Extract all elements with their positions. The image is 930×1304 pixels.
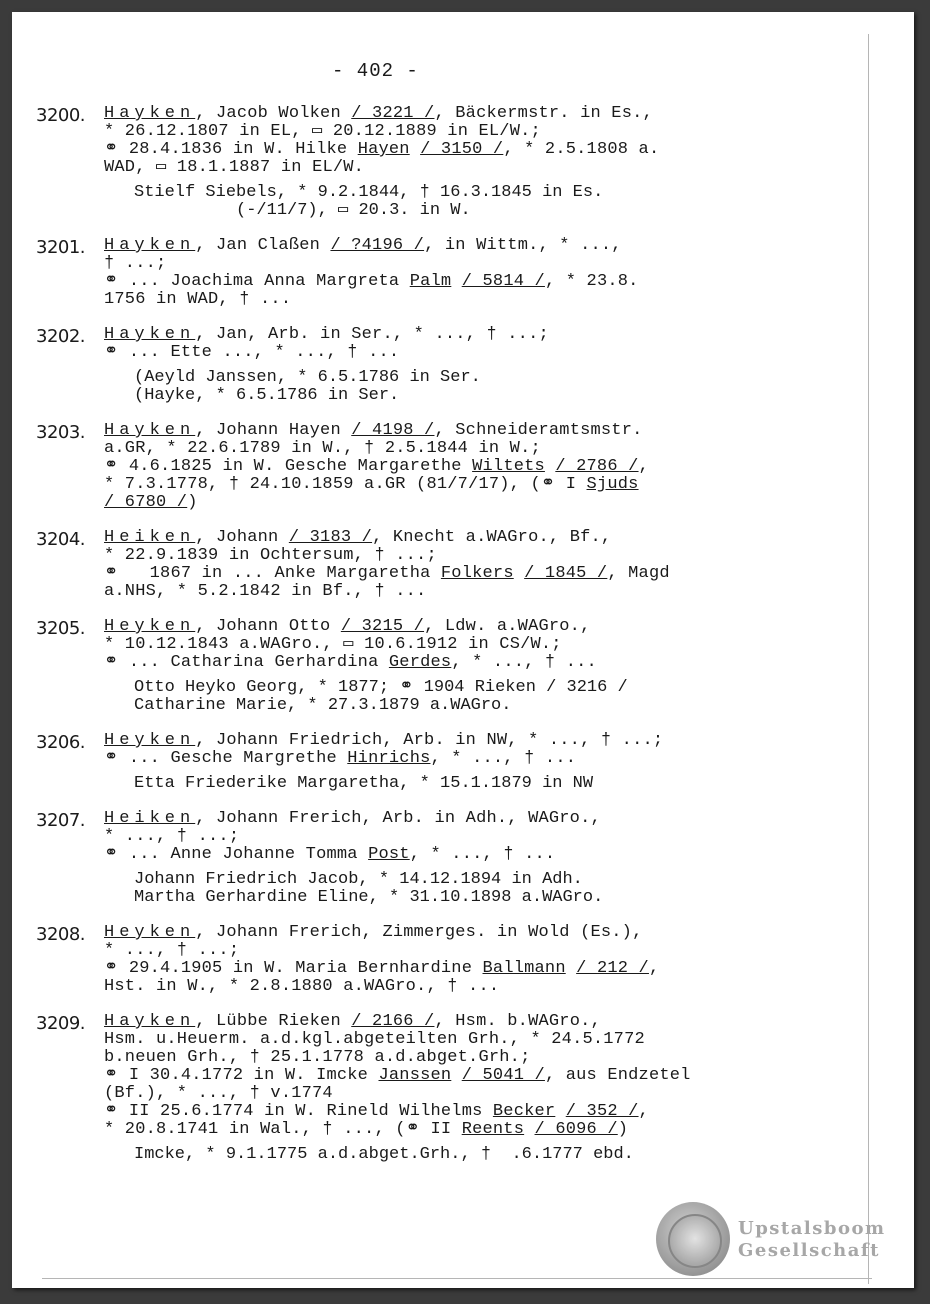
entry-text: , Bäckermstr. in Es., bbox=[434, 104, 653, 123]
entry-line bbox=[104, 422, 872, 440]
underlined-text: / 3221 / bbox=[351, 104, 435, 123]
entry-text bbox=[451, 1066, 461, 1085]
entry-line bbox=[104, 255, 872, 273]
entry-line bbox=[104, 458, 872, 476]
child-line: (Hayke, * 6.5.1786 in Ser. bbox=[134, 386, 400, 405]
entry-text: ⚭ ... Ette ..., * ..., † ... bbox=[104, 343, 400, 362]
entry-number: 3202. bbox=[36, 326, 86, 347]
underlined-text: / 2786 / bbox=[555, 457, 639, 476]
surname: Hayken bbox=[104, 325, 196, 344]
entry-text: * 10.12.1843 a.WAGro., ▭ 10.6.1912 in CS/W.; bbox=[104, 635, 562, 654]
child-line: (-/11/7), ▭ 20.3. in W. bbox=[134, 201, 471, 220]
entry-line bbox=[104, 1121, 872, 1139]
entry-line bbox=[104, 1031, 872, 1049]
genealogy-entry bbox=[12, 326, 872, 405]
entry-text: , Johann Otto bbox=[195, 617, 341, 636]
entry-text: a.GR, * 22.6.1789 in W., † 2.5.1844 in W.; bbox=[104, 439, 541, 458]
genealogy-entry bbox=[12, 810, 872, 907]
child-line: Imcke, * 9.1.1775 a.d.abget.Grh., † .6.1777 ebd. bbox=[134, 1145, 634, 1164]
document-page bbox=[12, 12, 914, 1288]
entry-text: * ..., † ...; bbox=[104, 941, 240, 960]
entry-line bbox=[104, 960, 872, 978]
genealogy-entry bbox=[12, 924, 872, 996]
underlined-text: Hinrichs bbox=[347, 749, 431, 768]
surname: Heyken bbox=[104, 731, 196, 750]
entry-number: 3204. bbox=[36, 529, 86, 550]
child-line: Otto Heyko Georg, * 1877; ⚭ 1904 Rieken / 3216 / bbox=[134, 678, 628, 697]
entry-text: a.NHS, * 5.2.1842 in Bf., † ... bbox=[104, 582, 427, 601]
entry-text: † ...; bbox=[104, 254, 167, 273]
surname: Heyken bbox=[104, 923, 196, 942]
entry-body bbox=[104, 924, 872, 996]
entry-line bbox=[104, 273, 872, 291]
entry-line bbox=[104, 291, 872, 309]
entry-line bbox=[104, 123, 872, 141]
entry-line bbox=[104, 159, 872, 177]
underlined-text: Janssen bbox=[378, 1066, 452, 1085]
entry-line bbox=[104, 1103, 872, 1121]
underlined-text: Becker bbox=[492, 1102, 556, 1121]
child-line: Martha Gerhardine Eline, * 31.10.1898 a.WAGro. bbox=[134, 888, 604, 907]
entry-line bbox=[104, 924, 872, 942]
watermark-line: Gesellschaft bbox=[738, 1240, 880, 1261]
entry-text bbox=[514, 564, 524, 583]
entry-text: ⚭ ... Joachima Anna Margreta bbox=[104, 272, 410, 291]
genealogy-entry bbox=[12, 529, 872, 601]
entry-body bbox=[104, 105, 872, 220]
underlined-text: Palm bbox=[409, 272, 452, 291]
entry-text: , Johann Hayen bbox=[195, 421, 352, 440]
entry-text bbox=[566, 959, 576, 978]
seal-emblem bbox=[668, 1214, 722, 1268]
underlined-text: Post bbox=[368, 845, 410, 864]
entry-line bbox=[104, 326, 872, 344]
genealogy-entry bbox=[12, 422, 872, 512]
entry-number: 3206. bbox=[36, 732, 86, 753]
entry-text: , Jan Claßen bbox=[195, 236, 331, 255]
entry-line bbox=[104, 942, 872, 960]
entry-line bbox=[104, 476, 872, 494]
entry-text: * 20.8.1741 in Wal., † ..., (⚭ II bbox=[104, 1120, 462, 1139]
entry-line bbox=[104, 618, 872, 636]
entry-text: , in Wittm., * ..., bbox=[424, 236, 622, 255]
surname: Heiken bbox=[104, 528, 196, 547]
entry-body bbox=[104, 529, 872, 601]
entry-text: 1756 in WAD, † ... bbox=[104, 290, 292, 309]
entry-text: , bbox=[638, 1102, 649, 1121]
genealogy-entry bbox=[12, 1013, 872, 1164]
entry-line bbox=[104, 494, 872, 512]
entry-text bbox=[555, 1102, 565, 1121]
entry-line bbox=[104, 583, 872, 601]
underlined-text: Gerdes bbox=[388, 653, 452, 672]
entry-text: , Schneideramtsmstr. bbox=[434, 421, 643, 440]
underlined-text: / 3183 / bbox=[288, 528, 373, 547]
entry-text: , Hsm. b.WAGro., bbox=[434, 1012, 601, 1031]
entry-text: * 22.9.1839 in Ochtersum, † ...; bbox=[104, 546, 437, 565]
entry-text: ) bbox=[617, 1120, 629, 1139]
entry-text bbox=[410, 140, 420, 159]
entry-body bbox=[104, 1013, 872, 1164]
entry-line bbox=[104, 810, 872, 828]
surname: Hayken bbox=[104, 1012, 196, 1031]
surname: Heiken bbox=[104, 809, 196, 828]
entry-line bbox=[104, 547, 872, 565]
entry-text: ⚭ II 25.6.1774 in W. Rineld Wilhelms bbox=[104, 1102, 493, 1121]
entry-text: , Johann bbox=[195, 528, 289, 547]
entry-line bbox=[104, 1013, 872, 1031]
surname: Hayken bbox=[104, 104, 196, 123]
entry-text: , Magd bbox=[607, 564, 670, 583]
entry-text: , * 2.5.1808 a. bbox=[503, 140, 660, 159]
entry-number: 3205. bbox=[36, 618, 86, 639]
entry-text: b.neuen Grh., † 25.1.1778 a.d.abget.Grh.; bbox=[104, 1048, 531, 1067]
entry-number: 3209. bbox=[36, 1013, 86, 1034]
underlined-text: / 6096 / bbox=[534, 1120, 618, 1139]
child-line: Etta Friederike Margaretha, * 15.1.1879 in NW bbox=[134, 774, 594, 793]
entry-text: ⚭ I 30.4.1772 in W. Imcke bbox=[104, 1066, 379, 1085]
underlined-text: / 5041 / bbox=[461, 1066, 545, 1085]
entry-line bbox=[104, 978, 872, 996]
entry-text: , * ..., † ... bbox=[409, 845, 556, 864]
entry-body bbox=[104, 422, 872, 512]
entry-text: , Jacob Wolken bbox=[195, 104, 352, 123]
underlined-text: Wiltets bbox=[472, 457, 545, 476]
child-line: (Aeyld Janssen, * 6.5.1786 in Ser. bbox=[134, 368, 481, 387]
entry-line bbox=[104, 440, 872, 458]
entry-text bbox=[545, 457, 555, 476]
entry-line bbox=[104, 828, 872, 846]
entry-line bbox=[104, 529, 872, 547]
child-line: Stielf Siebels, * 9.2.1844, † 16.3.1845 in Es. bbox=[134, 183, 604, 202]
entry-line bbox=[104, 846, 872, 864]
underlined-text: / 1845 / bbox=[524, 564, 608, 583]
underlined-text: / 4198 / bbox=[351, 421, 435, 440]
entry-line bbox=[104, 1067, 872, 1085]
entry-text: , bbox=[638, 457, 649, 476]
underlined-text: / 2166 / bbox=[351, 1012, 435, 1031]
child-line: Catharine Marie, * 27.3.1879 a.WAGro. bbox=[134, 696, 512, 715]
entry-body bbox=[104, 810, 872, 907]
entry-text: WAD, ▭ 18.1.1887 in EL/W. bbox=[104, 158, 365, 177]
entry-body bbox=[104, 237, 872, 309]
entry-text: , Ldw. a.WAGro., bbox=[424, 617, 591, 636]
genealogy-entry bbox=[12, 237, 872, 309]
entry-text: * 26.12.1807 in EL, ▭ 20.12.1889 in EL/W.; bbox=[104, 122, 541, 141]
entry-text: ⚭ 29.4.1905 in W. Maria Bernhardine bbox=[104, 959, 483, 978]
underlined-text: / 3150 / bbox=[420, 140, 504, 159]
seal-icon bbox=[656, 1202, 730, 1276]
entry-line bbox=[104, 1049, 872, 1067]
entry-text: , Knecht a.WAGro., Bf., bbox=[372, 528, 612, 547]
genealogy-entry bbox=[12, 732, 872, 793]
entry-number: 3208. bbox=[36, 924, 86, 945]
underlined-text: / 3215 / bbox=[340, 617, 425, 636]
entry-line bbox=[104, 636, 872, 654]
entry-list bbox=[12, 105, 872, 1181]
underlined-text: / 5814 / bbox=[461, 272, 545, 291]
watermark-line: Upstalsboom bbox=[738, 1218, 886, 1239]
entry-line bbox=[104, 1085, 872, 1103]
underlined-text: / 212 / bbox=[576, 959, 649, 978]
entry-text: Hst. in W., * 2.8.1880 a.WAGro., † ... bbox=[104, 977, 500, 996]
entry-text: ⚭ 28.4.1836 in W. Hilke bbox=[104, 140, 358, 159]
entry-body bbox=[104, 732, 872, 793]
entry-body bbox=[104, 326, 872, 405]
underlined-text: / 6780 / bbox=[104, 493, 188, 512]
entry-text: , aus Endzetel bbox=[544, 1066, 691, 1085]
entry-text: ) bbox=[187, 493, 198, 512]
surname: Hayken bbox=[104, 421, 196, 440]
entry-line bbox=[104, 654, 872, 672]
margin-rule bbox=[42, 1278, 872, 1279]
entry-text: ⚭ 1867 in ... Anke Margaretha bbox=[104, 564, 441, 583]
underlined-text: Reents bbox=[461, 1120, 525, 1139]
surname: Heyken bbox=[104, 617, 196, 636]
entry-number: 3203. bbox=[36, 422, 86, 443]
underlined-text: Hayen bbox=[357, 140, 410, 159]
entry-text: (Bf.), * ..., † v.1774 bbox=[104, 1084, 333, 1103]
entry-text: ⚭ ... Anne Johanne Tomma bbox=[104, 845, 369, 864]
page-number: - 402 - bbox=[332, 60, 419, 82]
entry-text bbox=[451, 272, 461, 291]
entry-text: * ..., † ...; bbox=[104, 827, 240, 846]
entry-text: , Lübbe Rieken bbox=[195, 1012, 352, 1031]
entry-text: , Johann Friedrich, Arb. in NW, * ..., † ...; bbox=[195, 731, 664, 750]
child-line: Johann Friedrich Jacob, * 14.12.1894 in Adh. bbox=[134, 870, 583, 889]
underlined-text: Ballmann bbox=[482, 959, 566, 978]
entry-text: * 7.3.1778, † 24.10.1859 a.GR (81/7/17), (⚭ I bbox=[104, 475, 587, 494]
surname: Hayken bbox=[104, 236, 196, 255]
genealogy-entry bbox=[12, 105, 872, 220]
entry-body bbox=[104, 618, 872, 715]
entry-line bbox=[104, 344, 872, 362]
entry-number: 3200. bbox=[36, 105, 86, 126]
underlined-text: / 352 / bbox=[565, 1102, 639, 1121]
underlined-text: / ?4196 / bbox=[330, 236, 425, 255]
entry-text: , bbox=[648, 959, 660, 978]
watermark bbox=[738, 1218, 886, 1262]
entry-text: , * ..., † ... bbox=[451, 653, 597, 672]
entry-line bbox=[104, 105, 872, 123]
entry-text: , * 23.8. bbox=[544, 272, 639, 291]
underlined-text: Sjuds bbox=[586, 475, 639, 494]
entry-line bbox=[104, 732, 872, 750]
entry-text: Hsm. u.Heuerm. a.d.kgl.abgeteilten Grh., * 24.5.1772 bbox=[104, 1030, 645, 1049]
entry-text: , Johann Frerich, Zimmerges. in Wold (Es.), bbox=[195, 923, 643, 942]
entry-text: ⚭ ... Gesche Margrethe bbox=[104, 749, 348, 768]
entry-text: ⚭ 4.6.1825 in W. Gesche Margarethe bbox=[104, 457, 473, 476]
entry-text bbox=[524, 1120, 534, 1139]
entry-text: , Jan, Arb. in Ser., * ..., † ...; bbox=[195, 325, 549, 344]
entry-text: ⚭ ... Catharina Gerhardina bbox=[104, 653, 389, 672]
entry-number: 3207. bbox=[36, 810, 86, 831]
entry-line bbox=[104, 141, 872, 159]
underlined-text: Folkers bbox=[440, 564, 514, 583]
entry-line bbox=[104, 750, 872, 768]
entry-line bbox=[104, 237, 872, 255]
entry-text: , * ..., † ... bbox=[430, 749, 577, 768]
entry-number: 3201. bbox=[36, 237, 86, 258]
entry-line bbox=[104, 565, 872, 583]
genealogy-entry bbox=[12, 618, 872, 715]
entry-text: , Johann Frerich, Arb. in Adh., WAGro., bbox=[195, 809, 601, 828]
